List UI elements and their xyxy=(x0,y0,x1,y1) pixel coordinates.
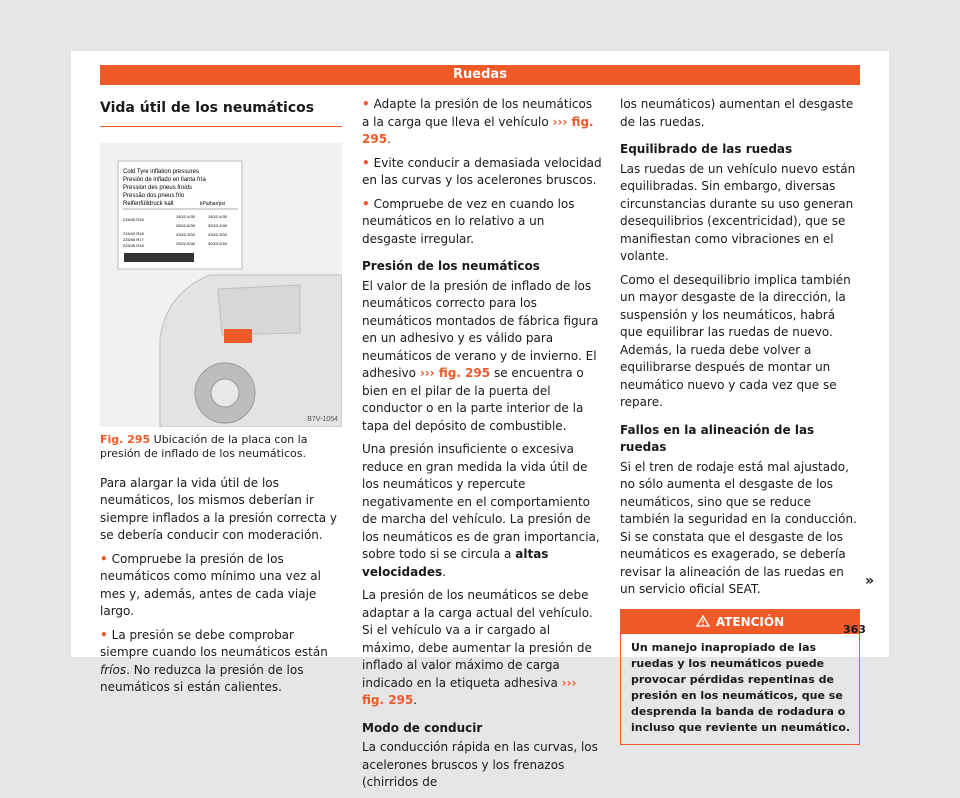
label-location-marker xyxy=(224,329,252,343)
bullet-text: Compruebe de vez en cuando los neumáticos en lo relativo a un desgaste irregular. xyxy=(362,196,575,246)
label-line5: Reifenfülldruck kalt xyxy=(123,200,174,207)
car-window-shape xyxy=(218,285,300,335)
warning-icon xyxy=(696,615,710,627)
label-row2-size: 215/40 R18 xyxy=(123,230,144,236)
figure-caption xyxy=(100,433,342,461)
column-left xyxy=(100,96,342,703)
bullet-check-cold xyxy=(100,627,342,697)
bullet-text: Compruebe la presión de los neumáticos como mínimo una vez al mes y, además, antes de cada viaje largo. xyxy=(100,551,321,618)
label-line3: Pression des pneus froids xyxy=(123,184,193,191)
continue-arrow-icon: » xyxy=(865,573,875,589)
label-line2: Presión de inflado en llanta fría xyxy=(123,176,206,183)
warning-header xyxy=(621,610,859,634)
car-illustration xyxy=(100,143,342,427)
label-row3-size: 225/45 R17 xyxy=(123,236,144,242)
subheading-driving: Modo de conducir xyxy=(362,720,483,735)
subheading-pressure: Presión de los neumáticos xyxy=(362,259,540,273)
barcode-graphic xyxy=(124,253,194,262)
label-line4: Pressão dos pneus frio xyxy=(123,192,185,199)
warning-box xyxy=(620,609,860,745)
label-c3a: 230/2,3/33 xyxy=(176,231,195,237)
paragraph-driving: La conducción rápida en las curvas, los acelerones bruscos y los frenazos (chirridos de xyxy=(362,740,598,789)
paragraph-text: se encuentra o bien en el pilar de la puerta del conductor o en la parte interior de la tapa del depósito de combustible. xyxy=(362,366,584,433)
paragraph-balancing: Las ruedas de un vehículo nuevo están equilibradas. Sin embargo, diversas circunstancias durante su uso generan desequilibrios (excentricidad), que se manifiestan como vibraciones en el volante. xyxy=(620,161,856,263)
figure-number: Fig. 295 xyxy=(100,432,151,446)
bullet-adapt-load: • Adapte la presión de los neumáticos a la carga que lleva el vehículo ››› fig. 295. xyxy=(362,96,602,149)
warning-title: ATENCIÓN xyxy=(715,614,785,629)
bullet-text: Adapte la presión de los neumáticos a la carga que lleva el vehículo xyxy=(362,97,593,129)
emphasis-cold: fríos xyxy=(100,662,127,677)
paragraph-pressure-effect: Una presión insuficiente o excesiva reduce en gran medida la vida útil de los neumáticos y repercute negativamente en el comportamiento de marcha del vehículo. La presión de los neumáticos es de gran importancia, sobre todo si se circula a altas velocidades. xyxy=(362,442,600,579)
paragraph-sticker xyxy=(362,278,602,436)
chapter-header: Ruedas xyxy=(100,65,860,85)
figure-link[interactable]: ››› fig. 295 xyxy=(362,675,577,707)
bullet-text: Evite conducir a demasiada velocidad en las curvas y los acelerones bruscos. xyxy=(362,155,602,187)
paragraph-wear-cont: los neumáticos) aumentan el desgaste de las ruedas. xyxy=(620,97,854,129)
page-number: 363 xyxy=(843,623,866,636)
bullet-text: La presión se debe comprobar siempre cuando los neumáticos están xyxy=(100,627,328,659)
subheading-alignment: Fallos en la alineación de las ruedas xyxy=(620,422,815,454)
column-right xyxy=(620,96,860,745)
label-c1a: 240/2,4/35 xyxy=(176,213,195,219)
label-row1-size: 215/40 R18 xyxy=(123,216,144,222)
label-c2b: 320/3,2/46 xyxy=(208,222,227,228)
paragraph-imbalance: Como el desequilibrio implica también un mayor desgaste de la dirección, la suspensión y los neumáticos, habrá que equilibrar las ruedas de nuevo. Además, la rueda debe volver a equilibrarse después de montar un neumático nuevo y cada vez que se repare. xyxy=(620,272,851,409)
paragraph-text: Una presión insuficiente o excesiva reduce en gran medida la vida útil de los neumáticos y repercute negativamente en el comportamiento de marcha del vehículo. La presión de los neumáticos es de gran importancia, sobre todo si se circula a xyxy=(362,442,600,561)
bullet-check-monthly xyxy=(100,551,342,621)
bullet-check-wear xyxy=(362,196,602,249)
warning-text: Un manejo inapropiado de las ruedas y los neumáticos puede provocar pérdidas repentinas de presión en los neumáticos, que se desprenda la banda de rodadura o incluso que reviente un neumático. xyxy=(631,640,851,734)
column-middle xyxy=(362,96,602,798)
subheading-balancing: Equilibrado de las ruedas xyxy=(620,142,793,156)
figure-link[interactable]: ››› fig. 295 xyxy=(362,114,594,146)
label-row4-size: 225/45 R18 xyxy=(123,242,144,248)
label-c2a: 260/2,6/38 xyxy=(176,222,195,228)
emphasis-high-speed: altas velocidades xyxy=(362,547,549,579)
label-c1b: 240/2,4/35 xyxy=(208,213,227,219)
section-title: Vida útil de los neumáticos xyxy=(100,100,315,116)
label-c4a: 250/2,5/36 xyxy=(176,240,195,246)
intro-paragraph: Para alargar la vida útil de los neumáticos, los mismos deberían ir siempre inflados a la presión correcta y se debería conducir con moderación. xyxy=(100,475,337,542)
bullet-avoid-speed xyxy=(362,155,602,190)
section-divider xyxy=(100,126,342,127)
wheel-hub-shape xyxy=(211,379,239,407)
label-c3b: 230/2,3/33 xyxy=(208,231,227,237)
figure-caption-text: Ubicación de la placa con la presión de inflado de los neumáticos. xyxy=(100,432,308,460)
figure-link[interactable]: ››› fig. 295 xyxy=(419,366,491,380)
label-unit: kPa/bar/psi xyxy=(200,200,226,207)
bullet-text: . No reduzca la presión de los neumáticos si están calientes. xyxy=(100,662,304,694)
paragraph-load: La presión de los neumáticos se debe adaptar a la carga actual del vehículo. Si el vehículo va a ir cargado al máximo, debe aumentar la presión de inflado al valor máximo de carga indicado en la etiqueta adhesiva ››› fig. 295. xyxy=(362,588,593,707)
figure-code: B7V-1054 xyxy=(307,415,338,423)
label-c4b: 300/3,0/44 xyxy=(208,240,227,246)
paragraph-text: La presión de los neumáticos se debe adaptar a la carga actual del vehículo. Si el vehículo va a ir cargado al máximo, debe aumentar la presión de inflado al valor máximo de carga indicado en la etiqueta adhesiva xyxy=(362,588,593,690)
paragraph-text: El valor de la presión de inflado de los neumáticos correcto para los neumáticos montados de fábrica figura en un adhesivo y es válido para neumáticos de verano y de invierno. El adhesivo xyxy=(362,278,599,380)
paragraph-alignment: Si el tren de rodaje está mal ajustado, no sólo aumenta el desgaste de los neumáticos, sino que se reduce también la seguridad en la conducción. Si se constata que el desgaste de los neumáticos es exagerado, se debería revisar la alineación de las ruedas en un servicio oficial SEAT. xyxy=(620,459,857,596)
label-title: Cold Tyre inflation pressures xyxy=(123,168,199,175)
figure-tyre-pressure-label xyxy=(100,143,342,427)
